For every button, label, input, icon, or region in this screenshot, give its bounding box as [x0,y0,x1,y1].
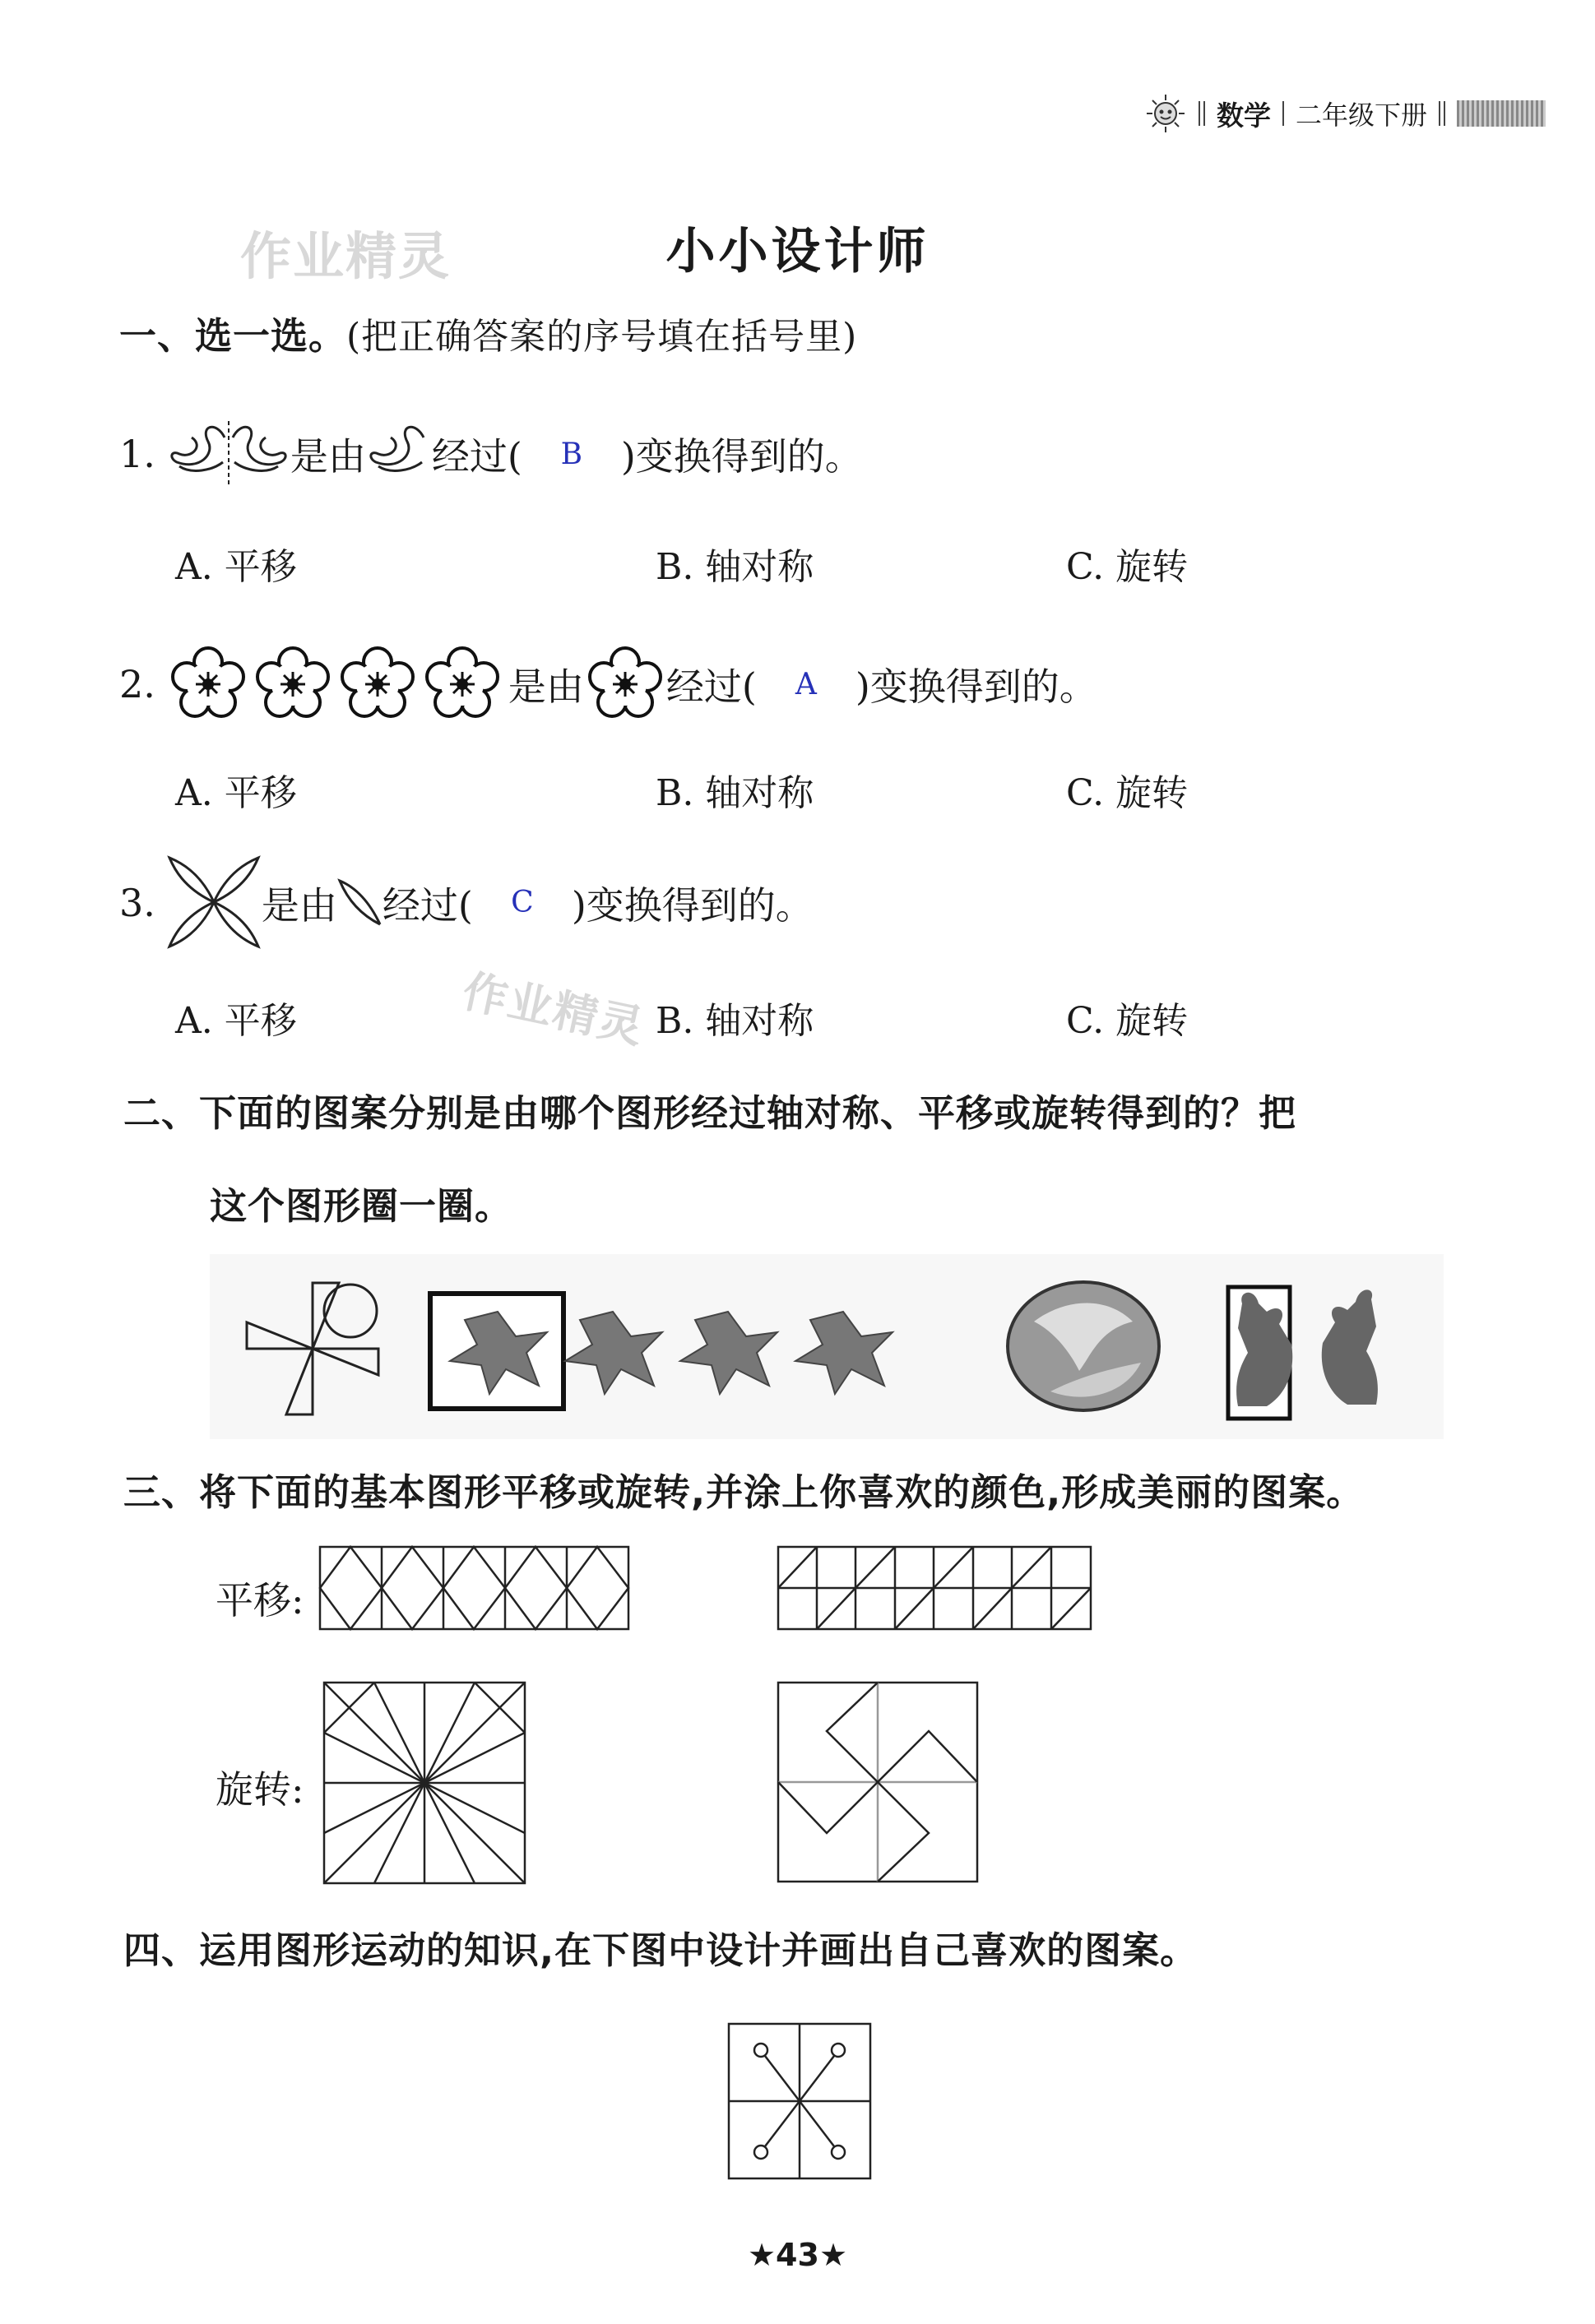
section2-heading: 二、下面的图案分别是由哪个图形经过轴对称、平移或旋转得到的？把 [123,1091,1297,1135]
option-c: C. 旋转 [1066,546,1189,588]
design-grid [728,2023,872,2181]
question-number: 3. [119,880,155,925]
rotate-star-grid [323,1682,529,1887]
translate-label: 平移: [216,1578,304,1623]
page-title: 小小设计师 [665,223,930,280]
option-b: B. 轴对称 [656,772,814,814]
double-swan-figure [167,421,290,487]
section1-heading: 一、选一选。(把正确答案的序号填在括号里) [119,314,858,358]
section2-heading-line2: 这个图形圈一圈。 [210,1184,513,1228]
swirl-circle-pattern [1008,1282,1159,1410]
translate-diamond-grid [319,1546,632,1632]
header-divider [1282,101,1284,126]
question-text: )变换得到的。 [855,664,1097,709]
header-decor-bar [1457,100,1546,127]
question-text: )变换得到的。 [571,882,814,928]
single-leaf-figure [337,878,383,928]
option-c: C. 旋转 [1066,772,1189,814]
question-text: 是由 [508,664,584,709]
four-leaf-figure [167,855,262,950]
watermark: 作业精灵 [458,965,650,1054]
question-text: 经过( [431,434,522,479]
option-a: A. 平移 [175,772,297,814]
option-a: A. 平移 [175,1000,297,1042]
single-swan-figure [366,421,432,487]
sun-face-icon [1144,92,1187,135]
header-divider [1439,101,1445,126]
question-1 [119,421,863,487]
option-b: B. 轴对称 [656,546,814,588]
section2-patterns [210,1254,1444,1439]
question-text: 是由 [290,434,366,479]
rotate-label: 旋转: [216,1767,304,1812]
question-text: 经过( [382,882,473,928]
rotate-pinwheel-grid [777,1682,979,1883]
page-number: ★43★ [747,2237,848,2273]
watermark: 作业精灵 [240,226,452,286]
question-number: 2. [119,662,155,706]
translate-triangle-grid [777,1546,1094,1632]
option-b: B. 轴对称 [656,1000,814,1042]
option-a: A. 平移 [175,546,297,588]
section3-heading: 三、将下面的基本图形平移或旋转,并涂上你喜欢的颜色,形成美丽的图案。 [123,1470,1365,1514]
section1-instruction: (把正确答案的序号填在括号里) [346,316,858,358]
section4-heading: 四、运用图形运动的知识,在下图中设计并画出自己喜欢的图案。 [123,1928,1199,1972]
answer-text: B [560,437,583,471]
question-text: 经过( [665,664,757,709]
question-text: 是由 [261,882,337,928]
answer-text: C [511,886,534,919]
grade-label: 二年级下册 [1295,100,1427,131]
question-text: )变换得到的。 [620,434,863,479]
answer-text: A [795,667,817,701]
header-divider [1199,101,1205,126]
option-c: C. 旋转 [1066,1000,1189,1042]
four-flowers-figure [167,643,508,725]
question-2 [119,643,1097,725]
subject-label: 数学 [1216,99,1271,132]
single-flower-figure [584,643,666,725]
question-3 [119,855,814,950]
question-number: 1. [119,432,155,476]
page-header [1144,89,1546,138]
